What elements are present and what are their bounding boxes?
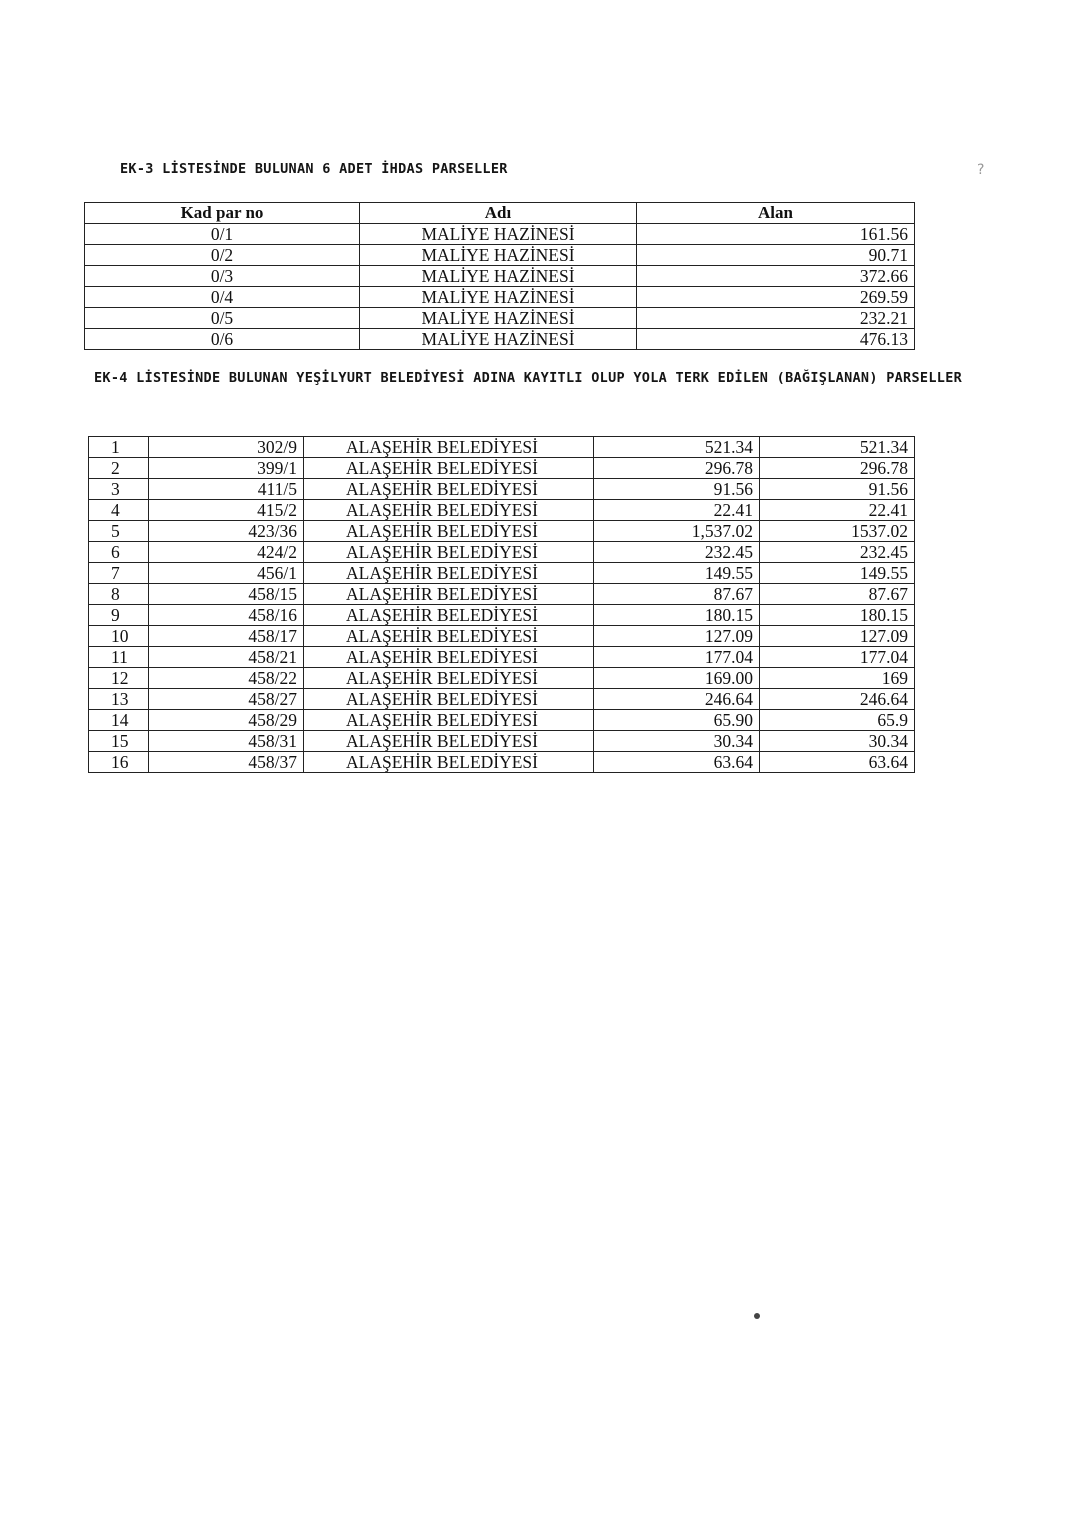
- ek4-cell-alan: 65.90: [594, 710, 760, 731]
- ek4-cell-terk-alan: 232.45: [760, 542, 915, 563]
- ek3-cell-alan: 161.56: [637, 224, 915, 245]
- ek4-cell-parsel: 458/37: [149, 752, 304, 773]
- ek4-cell-sira: 5: [89, 521, 149, 542]
- ek4-cell-alan: 22.41: [594, 500, 760, 521]
- ek4-cell-alan: 1,537.02: [594, 521, 760, 542]
- ek4-cell-sira: 14: [89, 710, 149, 731]
- ek4-cell-alan: 169.00: [594, 668, 760, 689]
- ek3-cell-kad-par-no: 0/3: [85, 266, 360, 287]
- ek3-cell-kad-par-no: 0/1: [85, 224, 360, 245]
- table-row: [89, 626, 915, 647]
- ek3-header-row: [85, 203, 915, 224]
- ek4-cell-alan: 87.67: [594, 584, 760, 605]
- ek4-cell-parsel: 456/1: [149, 563, 304, 584]
- table-row: [89, 584, 915, 605]
- ek4-cell-owner: ALAŞEHİR BELEDİYESİ: [304, 500, 594, 521]
- table-row: [89, 563, 915, 584]
- ek3-cell-alan: 269.59: [637, 287, 915, 308]
- margin-mark: ?: [977, 162, 985, 178]
- ek3-header-adi: Adı: [360, 203, 637, 224]
- ek3-cell-kad-par-no: 0/5: [85, 308, 360, 329]
- ek4-cell-sira: 15: [89, 731, 149, 752]
- ek4-heading: EK-4 LİSTESİNDE BULUNAN YEŞİLYURT BELEDİYESİ ADINA KAYITLI OLUP YOLA TERK EDİLEN (BAĞIŞLANAN) PARSELLER: [94, 370, 963, 386]
- ek4-cell-terk-alan: 246.64: [760, 689, 915, 710]
- ek3-header-kad-par-no: Kad par no: [85, 203, 360, 224]
- ek4-cell-alan: 246.64: [594, 689, 760, 710]
- ek4-cell-parsel: 399/1: [149, 458, 304, 479]
- table-row: [89, 752, 915, 773]
- ek4-cell-owner: ALAŞEHİR BELEDİYESİ: [304, 521, 594, 542]
- ek4-cell-alan: 232.45: [594, 542, 760, 563]
- ek4-cell-sira: 9: [89, 605, 149, 626]
- ek4-cell-sira: 6: [89, 542, 149, 563]
- ek4-cell-owner: ALAŞEHİR BELEDİYESİ: [304, 689, 594, 710]
- ek4-cell-terk-alan: 296.78: [760, 458, 915, 479]
- ek3-cell-adi: MALİYE HAZİNESİ: [360, 224, 637, 245]
- ek4-cell-parsel: 458/21: [149, 647, 304, 668]
- table-row: [89, 689, 915, 710]
- table-row: [89, 731, 915, 752]
- ek4-cell-owner: ALAŞEHİR BELEDİYESİ: [304, 437, 594, 458]
- ek3-cell-alan: 372.66: [637, 266, 915, 287]
- ek4-cell-parsel: 411/5: [149, 479, 304, 500]
- ek4-cell-terk-alan: 87.67: [760, 584, 915, 605]
- ek3-cell-alan: 232.21: [637, 308, 915, 329]
- table-row: [89, 479, 915, 500]
- ek3-cell-adi: MALİYE HAZİNESİ: [360, 308, 637, 329]
- ek3-cell-alan: 90.71: [637, 245, 915, 266]
- ek3-heading: EK-3 LİSTESİNDE BULUNAN 6 ADET İHDAS PARSELLER: [120, 161, 508, 177]
- ek4-cell-owner: ALAŞEHİR BELEDİYESİ: [304, 626, 594, 647]
- ek4-cell-sira: 13: [89, 689, 149, 710]
- ek3-cell-kad-par-no: 0/4: [85, 287, 360, 308]
- ek4-cell-parsel: 458/16: [149, 605, 304, 626]
- ek4-cell-parsel: 458/29: [149, 710, 304, 731]
- ek4-cell-owner: ALAŞEHİR BELEDİYESİ: [304, 731, 594, 752]
- ek4-cell-sira: 3: [89, 479, 149, 500]
- ek4-cell-owner: ALAŞEHİR BELEDİYESİ: [304, 584, 594, 605]
- ek4-cell-parsel: 458/15: [149, 584, 304, 605]
- ek4-cell-parsel: 423/36: [149, 521, 304, 542]
- ek4-table: [88, 436, 915, 773]
- ek4-cell-sira: 12: [89, 668, 149, 689]
- table-row: [89, 458, 915, 479]
- table-row: [85, 224, 915, 245]
- ek4-cell-owner: ALAŞEHİR BELEDİYESİ: [304, 542, 594, 563]
- ek4-cell-alan: 127.09: [594, 626, 760, 647]
- ek4-cell-terk-alan: 177.04: [760, 647, 915, 668]
- ek4-cell-alan: 91.56: [594, 479, 760, 500]
- ek4-cell-sira: 4: [89, 500, 149, 521]
- table-row: [89, 437, 915, 458]
- table-row: [89, 710, 915, 731]
- ek3-cell-adi: MALİYE HAZİNESİ: [360, 245, 637, 266]
- ek4-cell-parsel: 424/2: [149, 542, 304, 563]
- ek4-cell-parsel: 458/22: [149, 668, 304, 689]
- ek4-cell-alan: 180.15: [594, 605, 760, 626]
- ek4-cell-sira: 2: [89, 458, 149, 479]
- table-row: [85, 266, 915, 287]
- ek4-cell-owner: ALAŞEHİR BELEDİYESİ: [304, 479, 594, 500]
- ek4-cell-parsel: 458/17: [149, 626, 304, 647]
- ek4-cell-owner: ALAŞEHİR BELEDİYESİ: [304, 605, 594, 626]
- ek3-cell-alan: 476.13: [637, 329, 915, 350]
- ek4-cell-alan: 63.64: [594, 752, 760, 773]
- table-row: [89, 500, 915, 521]
- ek4-cell-terk-alan: 180.15: [760, 605, 915, 626]
- ek4-cell-parsel: 415/2: [149, 500, 304, 521]
- ek4-cell-parsel: 458/31: [149, 731, 304, 752]
- ek4-cell-alan: 149.55: [594, 563, 760, 584]
- ek3-header-alan: Alan: [637, 203, 915, 224]
- ek4-cell-terk-alan: 91.56: [760, 479, 915, 500]
- ek4-cell-owner: ALAŞEHİR BELEDİYESİ: [304, 647, 594, 668]
- ek3-cell-adi: MALİYE HAZİNESİ: [360, 287, 637, 308]
- table-row: [85, 329, 915, 350]
- table-row: [85, 245, 915, 266]
- ek4-cell-owner: ALAŞEHİR BELEDİYESİ: [304, 752, 594, 773]
- ek4-cell-owner: ALAŞEHİR BELEDİYESİ: [304, 668, 594, 689]
- ek4-cell-sira: 16: [89, 752, 149, 773]
- ek4-cell-owner: ALAŞEHİR BELEDİYESİ: [304, 710, 594, 731]
- ek4-cell-alan: 30.34: [594, 731, 760, 752]
- ek4-cell-alan: 296.78: [594, 458, 760, 479]
- ek3-cell-kad-par-no: 0/2: [85, 245, 360, 266]
- table-row: [89, 668, 915, 689]
- ek4-cell-terk-alan: 65.9: [760, 710, 915, 731]
- ek4-cell-alan: 177.04: [594, 647, 760, 668]
- ek4-cell-terk-alan: 149.55: [760, 563, 915, 584]
- ek4-cell-owner: ALAŞEHİR BELEDİYESİ: [304, 458, 594, 479]
- ek4-cell-terk-alan: 521.34: [760, 437, 915, 458]
- ek3-cell-adi: MALİYE HAZİNESİ: [360, 266, 637, 287]
- ek4-cell-sira: 10: [89, 626, 149, 647]
- ek4-cell-sira: 8: [89, 584, 149, 605]
- ek4-cell-sira: 7: [89, 563, 149, 584]
- table-row: [85, 308, 915, 329]
- table-row: [85, 287, 915, 308]
- table-row: [89, 521, 915, 542]
- ek4-cell-alan: 521.34: [594, 437, 760, 458]
- table-row: [89, 647, 915, 668]
- ek3-table: [84, 202, 915, 350]
- ek4-cell-terk-alan: 127.09: [760, 626, 915, 647]
- ek3-cell-adi: MALİYE HAZİNESİ: [360, 329, 637, 350]
- ek4-cell-parsel: 458/27: [149, 689, 304, 710]
- ek4-cell-parsel: 302/9: [149, 437, 304, 458]
- ek4-cell-sira: 1: [89, 437, 149, 458]
- ek4-cell-terk-alan: 63.64: [760, 752, 915, 773]
- ek4-cell-owner: ALAŞEHİR BELEDİYESİ: [304, 563, 594, 584]
- ek4-cell-terk-alan: 169: [760, 668, 915, 689]
- ek4-cell-terk-alan: 1537.02: [760, 521, 915, 542]
- table-row: [89, 605, 915, 626]
- ek4-cell-terk-alan: 30.34: [760, 731, 915, 752]
- ek3-cell-kad-par-no: 0/6: [85, 329, 360, 350]
- scan-dot: [754, 1313, 760, 1319]
- ek4-cell-sira: 11: [89, 647, 149, 668]
- table-row: [89, 542, 915, 563]
- ek4-cell-terk-alan: 22.41: [760, 500, 915, 521]
